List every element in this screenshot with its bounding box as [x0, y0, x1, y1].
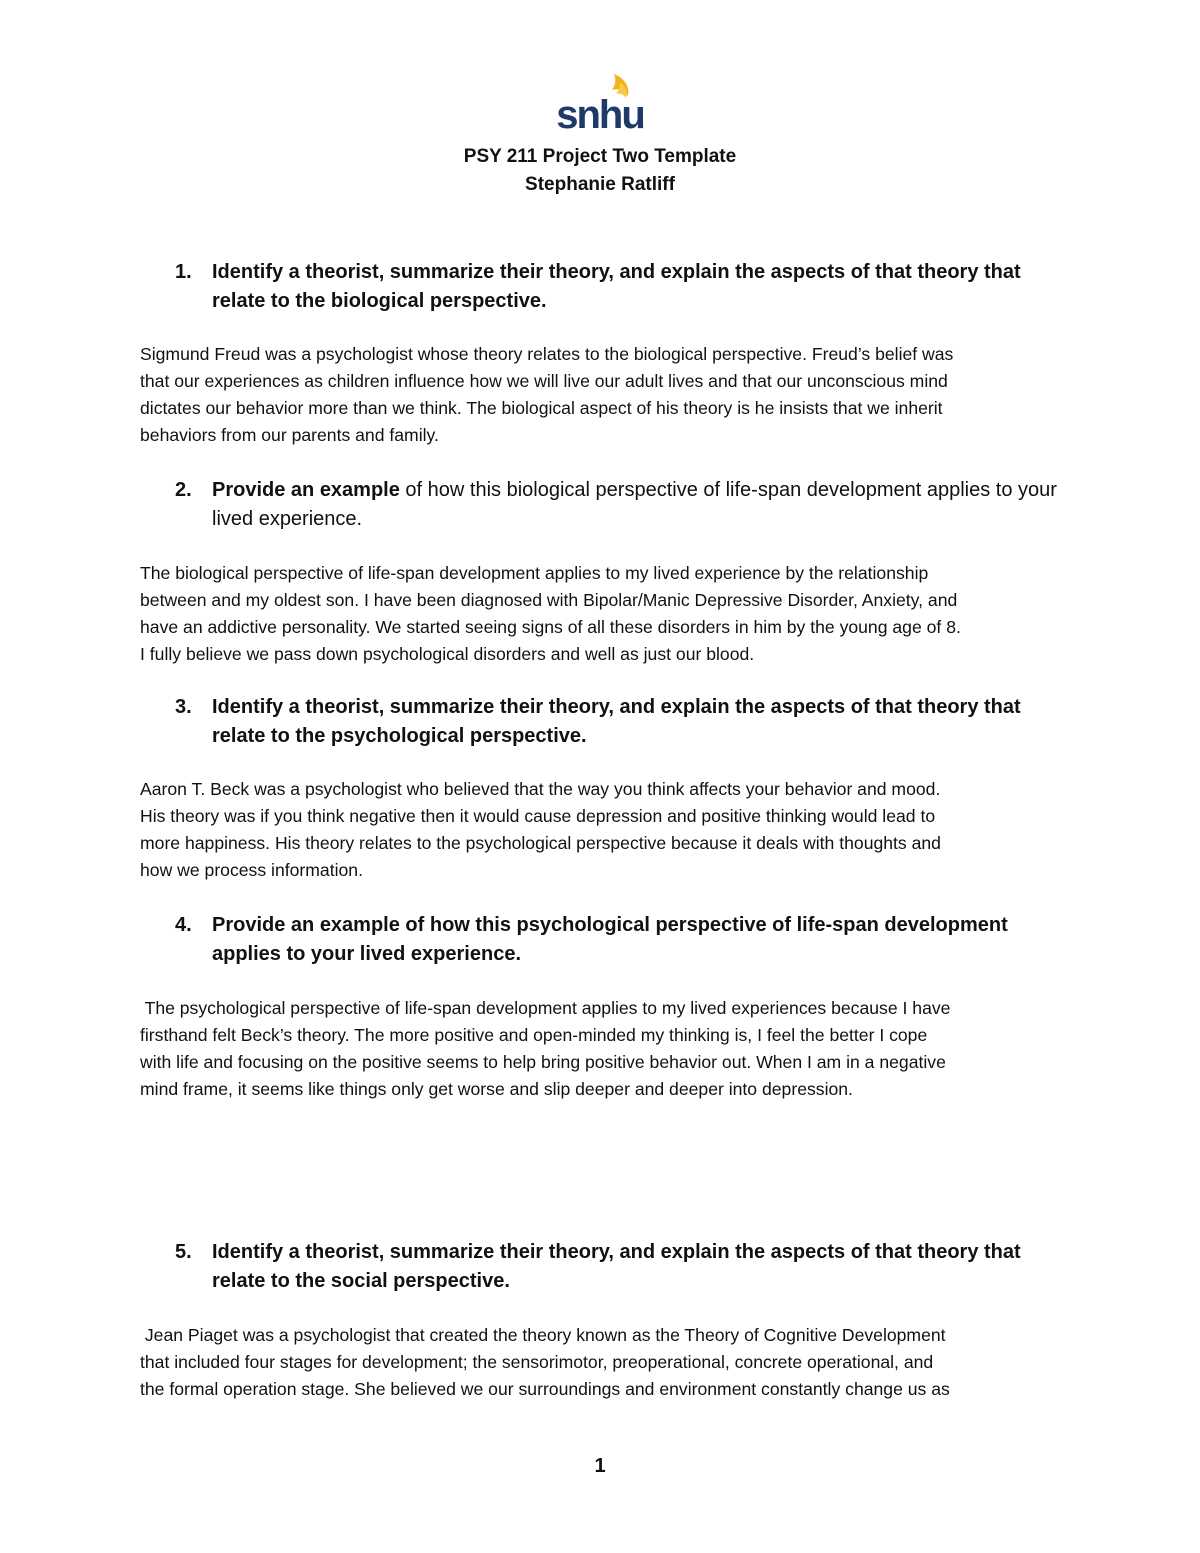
question-text: Identify a theorist, summarize their theory, and explain the aspects of that theory that relate to the biological perspective. — [212, 261, 1021, 312]
document-author: Stephanie Ratliff — [525, 174, 675, 195]
question-5 — [175, 1238, 1065, 1296]
answer-line: that our experiences as children influence how we will live our adult lives and that our unconscious mind — [140, 371, 948, 391]
question-number: 1. — [175, 261, 192, 283]
snhu-logo — [550, 72, 650, 134]
answer-line: His theory was if you think negative then it would cause depression and positive thinking would lead to — [140, 806, 936, 826]
answer-5 — [140, 1322, 1058, 1403]
answer-line: dictates our behavior more than we think. The biological aspect of his theory is he insists that we inherit — [140, 398, 943, 418]
document-title: PSY 211 Project Two Template — [463, 146, 737, 167]
answer-2 — [140, 560, 1058, 668]
answer-3 — [140, 776, 1058, 884]
question-number: 5. — [175, 1241, 192, 1263]
answer-line: behaviors from our parents and family. — [140, 425, 439, 445]
question-number: 4. — [175, 914, 192, 936]
answer-line: firsthand felt Beck’s theory. The more positive and open-minded my thinking is, I feel the better I cope — [140, 1025, 928, 1045]
question-3 — [175, 693, 1065, 751]
answer-line: Aaron T. Beck was a psychologist who believed that the way you think affects your behavior and mood. — [140, 779, 941, 799]
answer-line: have an addictive personality. We started seeing signs of all these disorders in him by the young age of 8. — [140, 617, 961, 637]
question-1 — [175, 258, 1065, 316]
question-number: 2. — [175, 479, 192, 501]
question-2 — [175, 476, 1065, 534]
answer-line: between and my oldest son. I have been diagnosed with Bipolar/Manic Depressive Disorder, Anxiety, and — [140, 590, 958, 610]
question-text: Provide an example of how this biological perspective of life-span development applies to your lived experience. — [212, 479, 1057, 530]
answer-line: The biological perspective of life-span development applies to my lived experience by the relationship — [140, 563, 929, 583]
answer-line: Jean Piaget was a psychologist that created the theory known as the Theory of Cognitive Development — [140, 1325, 946, 1345]
question-number: 3. — [175, 696, 192, 718]
question-text: Identify a theorist, summarize their theory, and explain the aspects of that theory that relate to the social perspective. — [212, 1241, 1021, 1292]
answer-line: the formal operation stage. She believed we our surroundings and environment constantly change us as — [140, 1379, 950, 1399]
answer-line: how we process information. — [140, 860, 363, 880]
logo-wordmark: snhu — [556, 93, 644, 134]
answer-1 — [140, 341, 1058, 449]
answer-line: more happiness. His theory relates to the psychological perspective because it deals with thoughts and — [140, 833, 941, 853]
answer-line: mind frame, it seems like things only get worse and slip deeper and deeper into depression. — [140, 1079, 853, 1099]
answer-line: that included four stages for development; the sensorimotor, preoperational, concrete operational, and — [140, 1352, 934, 1372]
answer-4 — [140, 995, 1058, 1103]
question-4 — [175, 911, 1065, 969]
answer-line: Sigmund Freud was a psychologist whose theory relates to the biological perspective. Freud’s belief was — [140, 344, 954, 364]
answer-line: The psychological perspective of life-span development applies to my lived experiences because I have — [140, 998, 951, 1018]
answer-line: I fully believe we pass down psychological disorders and well as just our blood. — [140, 644, 755, 664]
answer-line: with life and focusing on the positive seems to help bring positive behavior out. When I am in a negative — [140, 1052, 946, 1072]
question-text: Identify a theorist, summarize their theory, and explain the aspects of that theory that relate to the psychological perspective. — [212, 696, 1021, 747]
question-text: Provide an example of how this psychological perspective of life-span development applies to your lived experience. — [212, 914, 1008, 965]
page-number: 1 — [594, 1455, 606, 1477]
